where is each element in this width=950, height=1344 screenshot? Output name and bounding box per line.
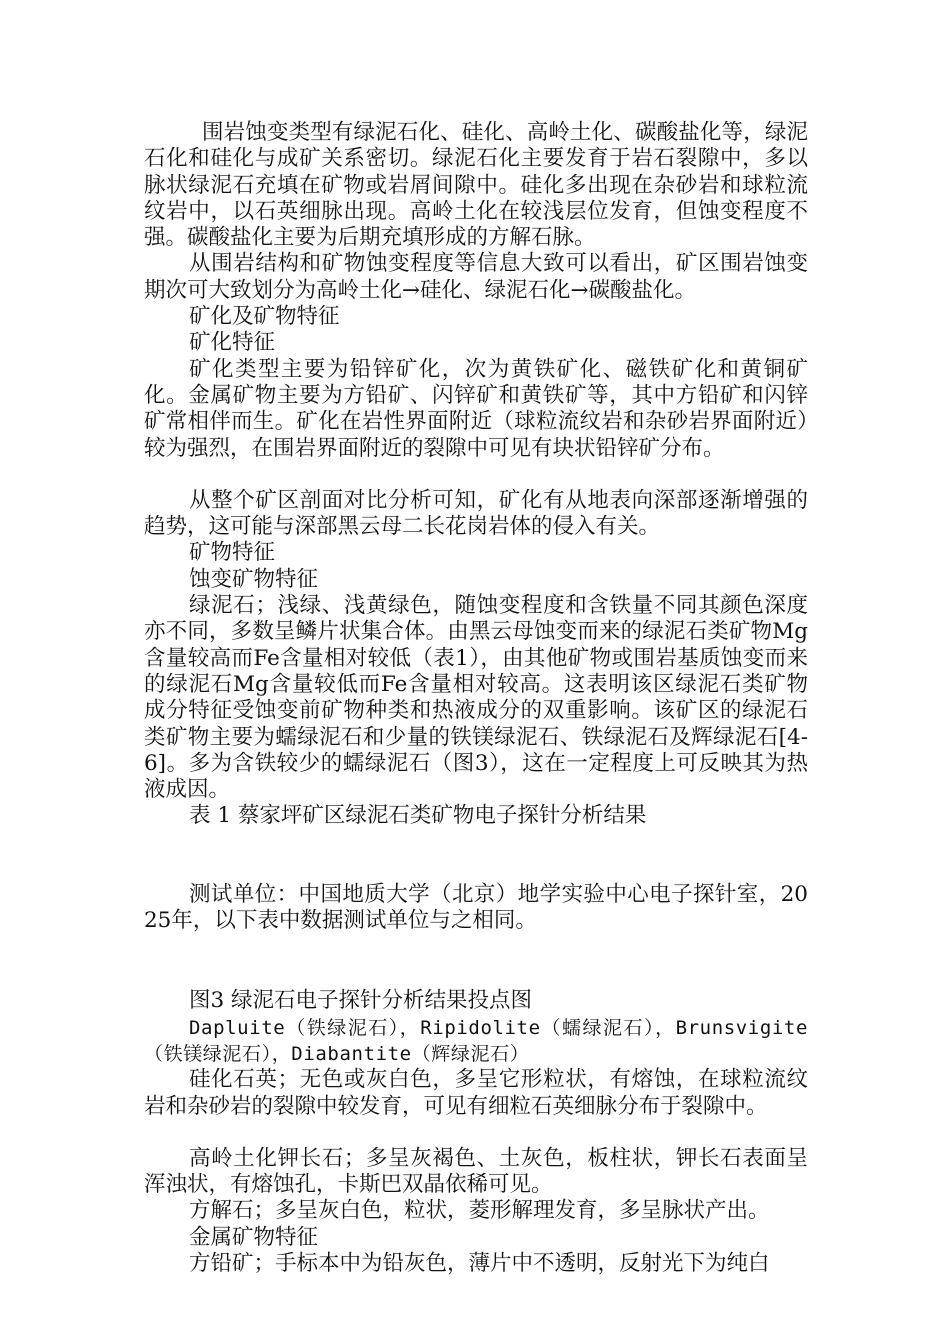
- table-placeholder: [144, 830, 808, 882]
- document-body: [144, 120, 808, 1277]
- paragraph-galena: 方铅矿；手标本中为铅灰色，薄片中不透明，反射光下为纯白: [189, 1250, 770, 1276]
- heading-mineralization-features: 矿化特征: [189, 330, 276, 356]
- figure-caption: 图3 绿泥石电子探针分析结果投点图: [189, 988, 533, 1014]
- paragraph-spacer: [144, 462, 808, 488]
- heading-mineralization-and-minerals: 矿化及矿物特征: [189, 304, 340, 330]
- paragraph-mineralization-types: 矿化类型主要为铅锌矿化，次为黄铁矿化、磁铁矿化和黄铜矿化。金属矿物主要为方铅矿、闪锌矿和黄铁矿等，其中方铅矿和闪锌矿常相伴而生。矿化在岩性界面附近（球粒流纹岩和杂砂岩界面附近）较为强烈，在围岩界面附近的裂隙中可见有块状铅锌矿分布。: [144, 356, 808, 461]
- paragraph-spacer: [144, 1120, 808, 1146]
- figure-legend-note: Dapluite（铁绿泥石），Ripidolite（蠕绿泥石），Brunsvigite（铁镁绿泥石），Diabantite（辉绿泥石）: [144, 1016, 808, 1065]
- figure-placeholder: [144, 934, 808, 988]
- table-caption: 表 1 蔡家坪矿区绿泥石类矿物电子探针分析结果: [189, 803, 647, 829]
- heading-metal-mineral-features: 金属矿物特征: [189, 1224, 319, 1250]
- heading-mineral-features: 矿物特征: [189, 540, 276, 566]
- paragraph-alteration-stages: 从围岩结构和矿物蚀变程度等信息大致可以看出，矿区围岩蚀变期次可大致划分为高岭土化→硅化、绿泥石化→碳酸盐化。: [144, 251, 808, 303]
- paragraph-calcite: 方解石；多呈灰白色，粒状，菱形解理发育，多呈脉状产出。: [189, 1198, 770, 1224]
- paragraph-alteration-types: 围岩蚀变类型有绿泥石化、硅化、高岭土化、碳酸盐化等，绿泥石化和硅化与成矿关系密切。绿泥石化主要发育于岩石裂隙中，多以脉状绿泥石充填在矿物或岩屑间隙中。硅化多出现在杂砂岩和球粒流纹岩中，以石英细脉出现。高岭土化在较浅层位发育，但蚀变程度不强。碳酸盐化主要为后期充填形成的方解石脉。: [144, 120, 808, 251]
- paragraph-test-unit: 测试单位：中国地质大学（北京）地学实验中心电子探针室，2025年，以下表中数据测试单位与之相同。: [144, 881, 808, 934]
- paragraph-kaolinized-feldspar: 高岭土化钾长石；多呈灰褐色、土灰色，板柱状，钾长石表面呈浑浊状，有熔蚀孔，卡斯巴双晶依稀可见。: [144, 1145, 808, 1198]
- paragraph-mineralization-trend: 从整个矿区剖面对比分析可知，矿化有从地表向深部逐渐增强的趋势，这可能与深部黑云母二长花岗岩体的侵入有关。: [144, 487, 808, 540]
- heading-alteration-mineral-features: 蚀变矿物特征: [189, 566, 319, 592]
- paragraph-silicified-quartz: 硅化石英；无色或灰白色，多呈它形粒状，有熔蚀，在球粒流纹岩和杂砂岩的裂隙中较发育，可见有细粒石英细脉分布于裂隙中。: [144, 1067, 808, 1119]
- paragraph-chlorite: 绿泥石；浅绿、浅黄绿色，随蚀变程度和含铁量不同其颜色深度亦不同，多数呈鳞片状集合体。由黑云母蚀变而来的绿泥石类矿物Mg含量较高而Fe含量相对较低（表1），由其他矿物或围岩基质蚀变而来的绿泥石Mg含量较低而Fe含量相对较高。这表明该区绿泥石类矿物成分特征受蚀变前矿物种类和热液成分的双重影响。该矿区的绿泥石类矿物主要为蠕绿泥石和少量的铁镁绿泥石、铁绿泥石及辉绿泥石[4-6]。多为含铁较少的蠕绿泥石（图3），这在一定程度上可反映其为热液成因。: [144, 593, 808, 803]
